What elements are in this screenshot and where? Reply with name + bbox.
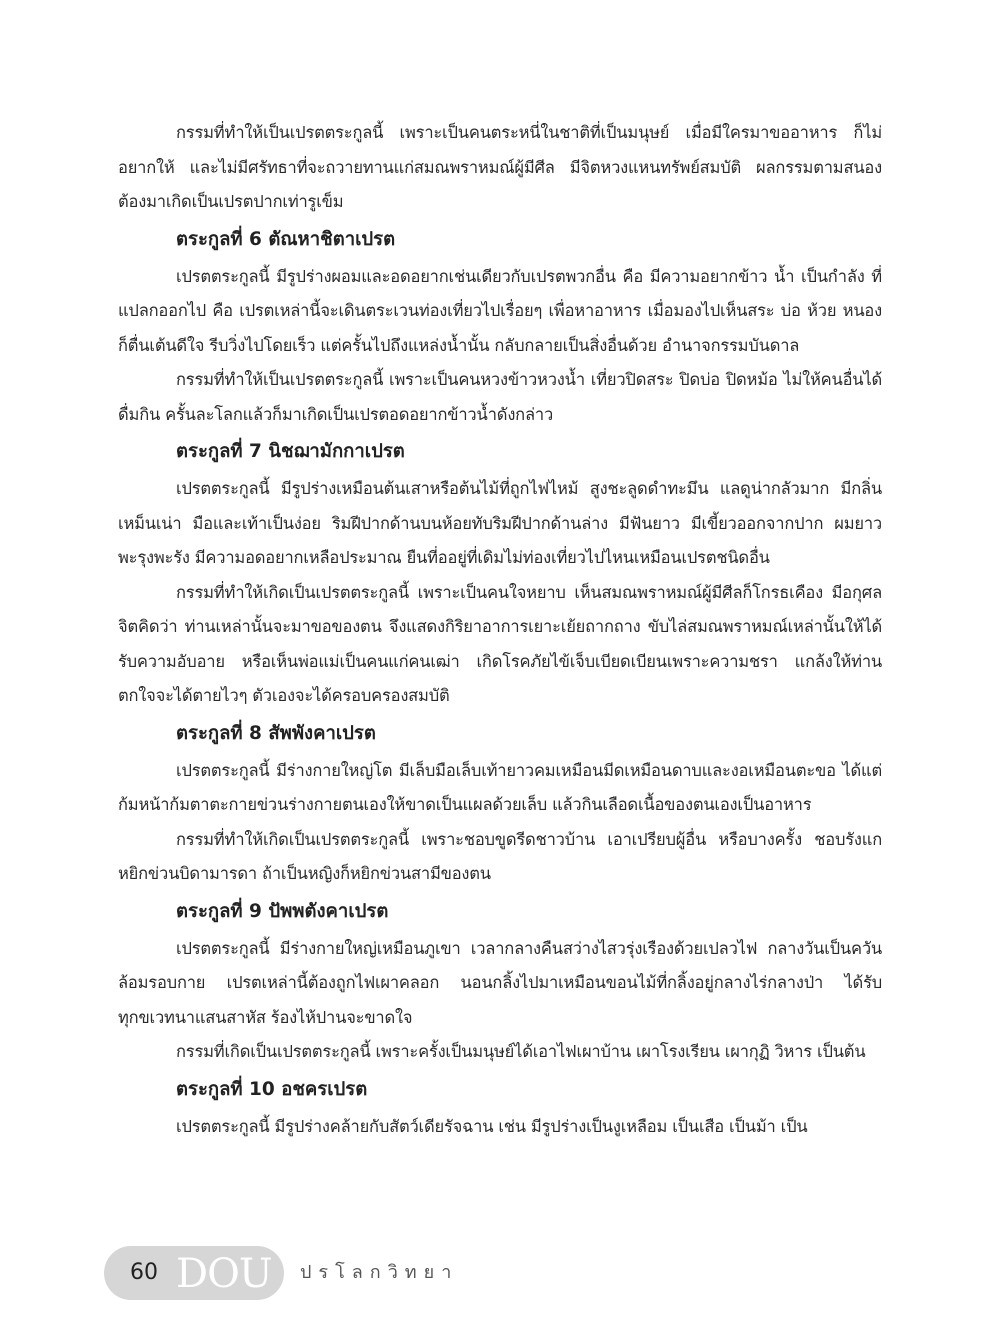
page-footer	[104, 1240, 804, 1306]
page-body	[118, 116, 882, 1144]
section-heading: ตระกูลที่ 6 ตัณหาชิตาเปรต	[176, 228, 396, 250]
book-title: ปรโลกวิทยา	[300, 1262, 459, 1283]
body-paragraph: เปรตตระกูลนี้ มีรูปร่างผอมและอดอยากเช่นเดียวกับเปรตพวกอื่น คือ มีความอยากข้าว น้ำ เป็นกำลัง ที่แปลกออกไป คือ เปรตเหล่านี้จะเดินตระเวนท่องเที่ยวไปเรื่อยๆ เพื่อหาอาหาร เมื่อมองไปเห็นสระ บ่อ ห้วย หนอง ก็ตื่นเต้นดีใจ รีบวิ่งไปโดยเร็ว แต่ครั้นไปถึงแหล่งน้ำนั้น กลับกลายเป็นสิ่งอื่นด้วย อำนาจกรรมบันดาล	[118, 266, 882, 355]
section-heading: ตระกูลที่ 10 อชครเปรต	[176, 1078, 368, 1100]
body-paragraph: กรรมที่ทำให้เป็นเปรตตระกูลนี้ เพราะเป็นคนตระหนี่ในชาติที่เป็นมนุษย์ เมื่อมีใครมาขออาหาร ก็ไม่อยากให้ และไม่มีศรัทธาที่จะถวายทานแก่สมณพราหมณ์ผู้มีศีล มีจิตหวงแหนทรัพย์สมบัติ ผลกรรมตามสนอง ต้องมาเกิดเป็นเปรตปากเท่ารูเข็ม	[118, 123, 882, 211]
dou-logo: DOU	[176, 1251, 272, 1297]
body-paragraph: กรรมที่ทำให้เป็นเปรตตระกูลนี้ เพราะเป็นคนหวงข้าวหวงน้ำ เที่ยวปิดสระ ปิดบ่อ ปิดหม้อ ไม่ให้คนอื่นได้ดื่มกิน ครั้นละโลกแล้วก็มาเกิดเป็นเปรตอดอยากข้าวน้ำดังกล่าว	[118, 370, 882, 424]
body-paragraph: กรรมที่เกิดเป็นเปรตตระกูลนี้ เพราะครั้งเป็นมนุษย์ได้เอาไฟเผาบ้าน เผาโรงเรียน เผากุฏิ วิหาร เป็นต้น	[176, 1042, 866, 1061]
section-heading: ตระกูลที่ 8 สัพพังคาเปรต	[176, 722, 376, 744]
section-heading: ตระกูลที่ 9 ปัพพตังคาเปรต	[176, 900, 389, 922]
page-number: 60	[130, 1260, 158, 1285]
footer-badge	[104, 1246, 284, 1300]
body-paragraph: เปรตตระกูลนี้ มีร่างกายใหญ่โต มีเล็บมือเล็บเท้ายาวคมเหมือนมีดเหมือนดาบและงอเหมือนตะขอ ได้แต่ก้มหน้าก้มตาตะกายข่วนร่างกายตนเองให้ขาดเป็นแผลด้วยเล็บ แล้วกินเลือดเนื้อของตนเองเป็นอาหาร	[118, 760, 882, 814]
body-paragraph: เปรตตระกูลนี้ มีรูปร่างเหมือนต้นเสาหรือต้นไม้ที่ถูกไฟไหม้ สูงชะลูดดำทะมึน แลดูน่ากลัวมาก มีกลิ่นเหม็นเน่า มือและเท้าเป็นง่อย ริมฝีปากด้านบนห้อยทับริมฝีปากด้านล่าง มีฟันยาว มีเขี้ยวออกจากปาก ผมยาวพะรุงพะรัง มีความอดอยากเหลือประมาณ ยืนที่ออยู่ที่เดิมไม่ท่องเที่ยวไปไหนเหมือนเปรตชนิดอื่น	[118, 479, 882, 567]
body-paragraph: เปรตตระกูลนี้ มีร่างกายใหญ่เหมือนภูเขา เวลากลางคืนสว่างไสวรุ่งเรืองด้วยเปลวไฟ กลางวันเป็นควันล้อมรอบกาย เปรตเหล่านี้ต้องถูกไฟเผาคลอก นอนกลิ้งไปมาเหมือนขอนไม้ที่กลิ้งอยู่กลางไร่กลางป่า ได้รับทุกขเวทนาแสนสาหัส ร้องไห้ปานจะขาดใจ	[118, 938, 882, 1027]
body-paragraph: กรรมที่ทำให้เกิดเป็นเปรตตระกูลนี้ เพราะชอบขูดรีดชาวบ้าน เอาเปรียบผู้อื่น หรือบางครั้ง ชอบรังแกหยิกข่วนบิดามารดา ถ้าเป็นหญิงก็หยิกข่วนสามีของตน	[118, 829, 882, 883]
body-paragraph: เปรตตระกูลนี้ มีรูปร่างคล้ายกับสัตว์เดียรัจฉาน เช่น มีรูปร่างเป็นงูเหลือม เป็นเสือ เป็นม้า เป็น	[176, 1116, 808, 1136]
section-heading: ตระกูลที่ 7 นิชฌามักกาเปรต	[176, 441, 405, 462]
body-paragraph: กรรมที่ทำให้เกิดเป็นเปรตตระกูลนี้ เพราะเป็นคนใจหยาบ เห็นสมณพราหมณ์ผู้มีศีลก็โกรธเคือง มีอกุศลจิตคิดว่า ท่านเหล่านั้นจะมาขอของตน จึงแสดงกิริยาอาการเยาะเย้ยถากถาง ขับไล่สมณพราหมณ์เหล่านั้นให้ได้รับความอับอาย หรือเห็นพ่อแม่เป็นคนแก่คนเฒ่า เกิดโรคภัยไข้เจ็บเบียดเบียนเพราะความชรา แกล้งให้ท่านตกใจจะได้ตายไวๆ ตัวเองจะได้ครอบครองสมบัติ	[118, 582, 882, 705]
